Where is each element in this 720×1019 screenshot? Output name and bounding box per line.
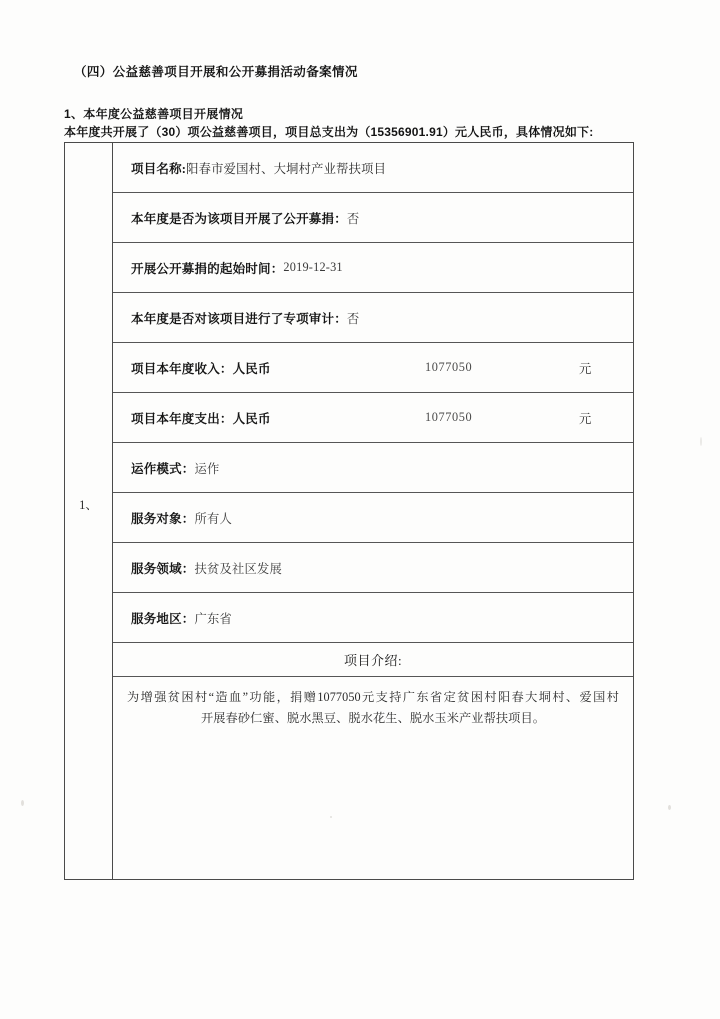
scan-speck (330, 816, 332, 818)
row-value-annual-income-amount: 1077050 (425, 360, 473, 374)
row-value-service-field: 扶贫及社区发展 (194, 561, 282, 576)
row-label-special-audit: 本年度是否对该项目进行了专项审计： (131, 311, 347, 326)
project-intro-body (113, 677, 633, 879)
table-row (113, 143, 633, 193)
row-value-service-target: 所有人 (194, 511, 233, 526)
table-row (113, 443, 633, 493)
row-value-annual-expenditure-unit: 元 (579, 411, 592, 426)
row-value-project-name: 阳春市爱国村、大垌村产业帮扶项目 (186, 161, 387, 176)
project-intro-line-1: 为增强贫困村“造血”功能，捐赠1077050元支持广东省定贫困村阳春大垌村、爱国村 (127, 690, 619, 704)
row-label-service-field: 服务领域： (131, 561, 195, 576)
table-row (113, 193, 633, 243)
table-row (113, 593, 633, 643)
table-row (113, 243, 633, 293)
row-label-annual-expenditure: 项目本年度支出：人民币 (131, 411, 271, 426)
project-table (64, 142, 634, 880)
row-label-service-target: 服务对象： (131, 511, 195, 526)
table-row (113, 493, 633, 543)
summary-line: 本年度共开展了（30）项公益慈善项目，项目总支出为（15356901.91）元人民币，具体情况如下: (64, 125, 594, 139)
row-label-annual-income: 项目本年度收入：人民币 (131, 361, 271, 376)
project-intro-line-2: 开展春砂仁蜜、脱水黑豆、脱水花生、脱水玉米产业帮扶项目。 (200, 711, 546, 725)
scan-speck (21, 800, 24, 806)
row-value-public-fundraising: 否 (346, 211, 360, 226)
row-label-service-area: 服务地区： (131, 611, 195, 626)
table-row (113, 293, 633, 343)
row-value-operation-mode: 运作 (194, 461, 220, 476)
row-value-annual-expenditure-amount: 1077050 (425, 410, 473, 424)
table-index-label: 1、 (79, 498, 98, 512)
scan-speck (668, 805, 671, 810)
section-heading: （四）公益慈善项目开展和公开募捐活动备案情况 (74, 65, 358, 79)
row-label-operation-mode: 运作模式： (131, 461, 195, 476)
table-index-column (65, 143, 113, 879)
row-label-public-fundraising: 本年度是否为该项目开展了公开募捐： (131, 211, 347, 226)
table-row (113, 393, 633, 443)
row-value-service-area: 广东省 (194, 611, 233, 626)
row-value-annual-income-unit: 元 (579, 361, 592, 376)
project-intro-header: 项目介绍: (343, 653, 403, 668)
row-value-fundraising-start-date: 2019-12-31 (283, 260, 343, 274)
table-row (113, 543, 633, 593)
scan-speck (700, 437, 702, 446)
project-intro-header-row (113, 643, 633, 677)
table-rows-column (113, 143, 633, 879)
row-label-project-name: 项目名称: (131, 161, 187, 176)
project-intro-paragraph (127, 687, 619, 729)
table-row (113, 343, 633, 393)
row-label-fundraising-start-date: 开展公开募捐的起始时间： (131, 261, 284, 276)
row-value-special-audit: 否 (346, 311, 360, 326)
sub-heading: 1、本年度公益慈善项目开展情况 (64, 107, 244, 121)
